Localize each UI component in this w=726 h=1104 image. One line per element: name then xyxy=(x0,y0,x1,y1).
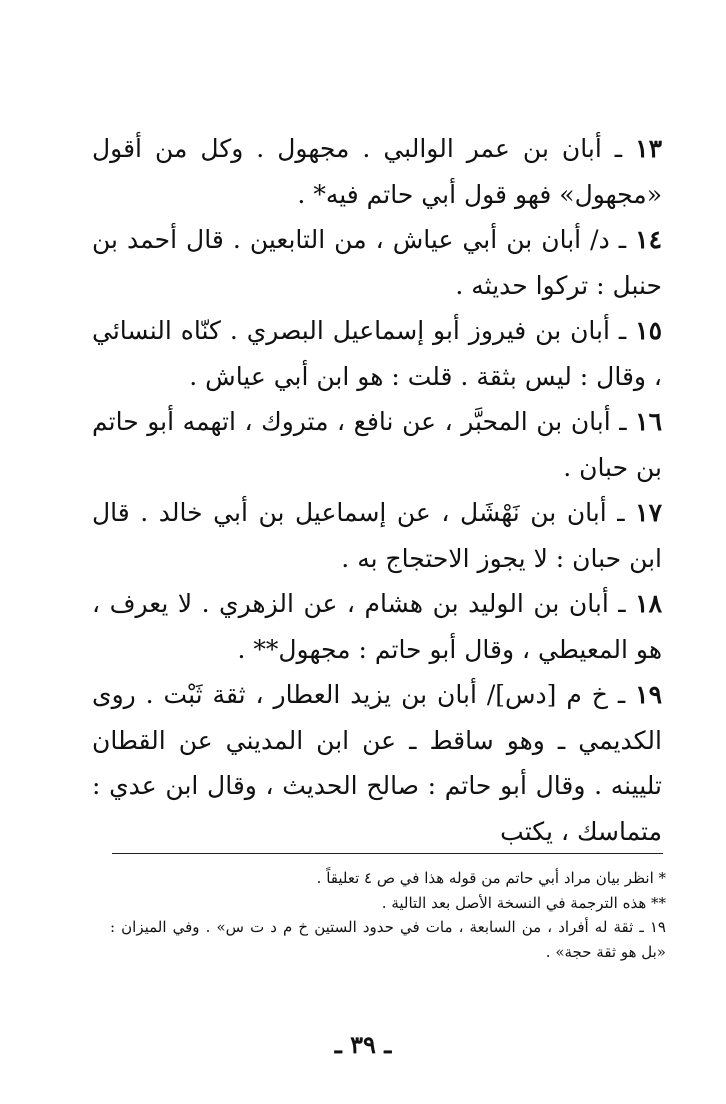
entry-number: ١٦ xyxy=(635,407,663,436)
page-number: ـ ٣٩ ـ xyxy=(334,1030,392,1059)
entry-19 xyxy=(92,672,662,854)
entry-15 xyxy=(92,308,662,399)
entry-text: ـ د/ أبان بن أبي عياش ، من التابعين . قال أحمد بن حنبل : تركوا حديثه . xyxy=(92,225,662,300)
entry-16 xyxy=(92,399,662,490)
entry-number: ١٣ xyxy=(635,134,662,163)
entry-number: ١٥ xyxy=(635,316,662,345)
footnote-1: * انظر بيان مراد أبي حاتم من قوله هذا في ص ٤ تعليقاً . xyxy=(316,869,666,887)
footnote-3: ١٩ ـ ثقة له أفراد ، من السابعة ، مات في حدود الستين خ م د ت س» . وفي الميزان : «بل هو ثقة حجة» . xyxy=(110,918,666,961)
entry-text: ـ أبان بن فيروز أبو إسماعيل البصري . كنّاه النسائي ، وقال : ليس بثقة . قلت : هو ابن أبي عياش . xyxy=(92,316,662,391)
entry-number: ١٧ xyxy=(635,498,662,527)
entry-14 xyxy=(92,217,662,308)
entry-18 xyxy=(92,581,662,672)
entry-number: ١٤ xyxy=(635,225,662,254)
main-text xyxy=(92,126,662,854)
entry-13 xyxy=(92,126,662,217)
footnotes xyxy=(110,866,666,964)
entry-number: ١٨ xyxy=(635,589,662,618)
footnote-2: ** هذه الترجمة في النسخة الأصل بعد التالية . xyxy=(381,893,666,912)
entry-text: ـ أبان بن المحبَّر ، عن نافع ، متروك ، اتهمه أبو حاتم بن حبان . xyxy=(92,407,662,482)
entry-text: ـ أبان بن نَهْشَل ، عن إسماعيل بن أبي خالد . قال ابن حبان : لا يجوز الاحتجاج به . xyxy=(92,498,662,573)
entry-17 xyxy=(92,490,662,581)
footnote-divider xyxy=(112,853,663,854)
entry-text: ـ أبان بن عمر الوالبي . مجهول . وكل من أقول «مجهول» فهو قول أبي حاتم فيه* . xyxy=(92,134,662,209)
entry-text: ـ خ م [دس]/ أبان بن يزيد العطار ، ثقة ثَبْت . روى الكديمي ـ وهو ساقط ـ عن ابن المديني عن القطان تليينه . وقال أبو حاتم : صالح الحديث ، وقال ابن عدي : متماسك ، يكتب xyxy=(92,680,662,846)
entry-text: ـ أبان بن الوليد بن هشام ، عن الزهري . لا يعرف ، هو المعيطي ، وقال أبو حاتم : مجهول** . xyxy=(92,589,662,664)
entry-number: ١٩ xyxy=(635,680,662,709)
